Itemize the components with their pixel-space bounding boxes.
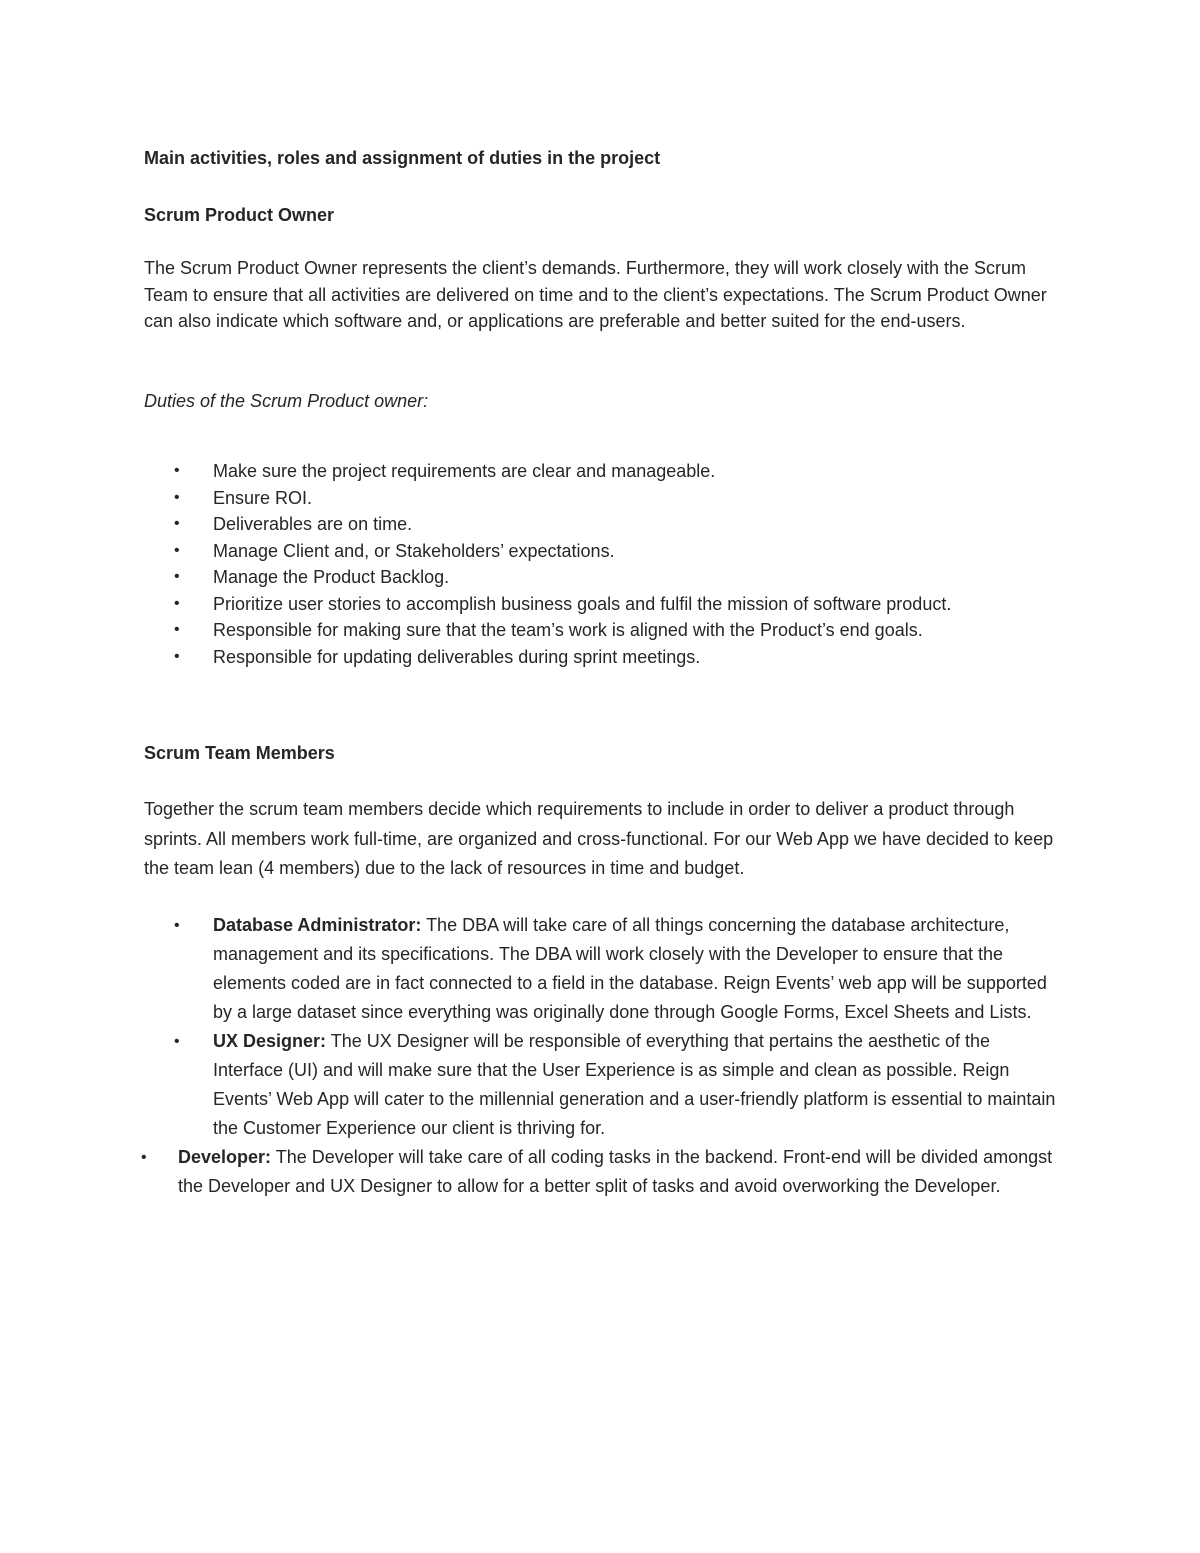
duties-list (0, 458, 1200, 670)
role-name: Database Administrator: (213, 915, 422, 935)
bullet-icon: • (174, 488, 180, 506)
list-item: • Deliverables are on time. (0, 511, 1063, 538)
bullet-icon: • (174, 917, 180, 934)
bullet-icon: • (174, 1033, 180, 1050)
bullet-icon: • (141, 1149, 147, 1166)
bullet-icon: • (174, 594, 180, 612)
role-description: The DBA will take care of all things concerning the database architecture, management and its specifications. The DBA will work closely with the Developer to ensure that the elements coded are in fact connected to a field in the database. Reign Events’ web app will be supported by a large dataset since everything was originally done through Google Forms, Excel Sheets and Lists. (213, 915, 1047, 1022)
list-item: • Manage Client and, or Stakeholders’ expectations. (0, 538, 1063, 565)
list-item: • Make sure the project requirements are clear and manageable. (0, 458, 1063, 485)
bullet-icon: • (174, 568, 180, 585)
document-title: Main activities, roles and assignment of duties in the project (144, 148, 661, 168)
list-item: • Ensure ROI. (0, 485, 1063, 512)
list-item-dba (0, 911, 1063, 1027)
bullet-icon: • (174, 541, 180, 559)
paragraph-product-owner: The Scrum Product Owner represents the client’s demands. Furthermore, they will work closely with the Scrum Team to ensure that all activities are delivered on time and to the client’s expectations. The Scrum Product Owner can also indicate which software and, or applications are preferable and better suited for the end-users. (144, 258, 1047, 331)
list-item-ux-designer (0, 1027, 1063, 1143)
list-item: • Responsible for making sure that the team’s work is aligned with the Product’s end goals. (0, 617, 1063, 644)
bullet-icon: • (174, 462, 180, 479)
bullet-icon: • (174, 515, 180, 532)
list-item: • Prioritize user stories to accomplish business goals and fulfil the mission of software product. (0, 591, 1063, 618)
duties-label: Duties of the Scrum Product owner: (144, 391, 429, 411)
bullet-icon: • (174, 647, 180, 665)
role-description: The Developer will take care of all coding tasks in the backend. Front-end will be divided amongst the Developer and UX Designer to allow for a better split of tasks and avoid overworking the Developer. (178, 1147, 1053, 1196)
list-item-developer (0, 1143, 1063, 1201)
team-roles-list (0, 911, 1200, 1201)
bullet-icon: • (174, 621, 180, 638)
role-description: The UX Designer will be responsible of everything that pertains the aesthetic of the Interface (UI) and will make sure that the User Experience is as simple and clean as possible. Reign Events’ Web App will cater to the millennial generation and a user-friendly platform is essential to maintain the Customer Experience our client is thriving for. (213, 1031, 1056, 1138)
paragraph-team-members: Together the scrum team members decide which requirements to include in order to deliver a product through sprints. All members work full-time, are organized and cross-functional. For our Web App we have decided to keep the team lean (4 members) due to the lack of resources in time and budget. (144, 799, 1054, 878)
heading-team-members: Scrum Team Members (144, 743, 335, 763)
role-name: Developer: (178, 1147, 272, 1167)
list-item: • Responsible for updating deliverables during sprint meetings. (0, 644, 1063, 671)
role-name: UX Designer: (213, 1031, 327, 1051)
heading-product-owner: Scrum Product Owner (144, 205, 335, 225)
list-item: • Manage the Product Backlog. (0, 564, 1063, 591)
